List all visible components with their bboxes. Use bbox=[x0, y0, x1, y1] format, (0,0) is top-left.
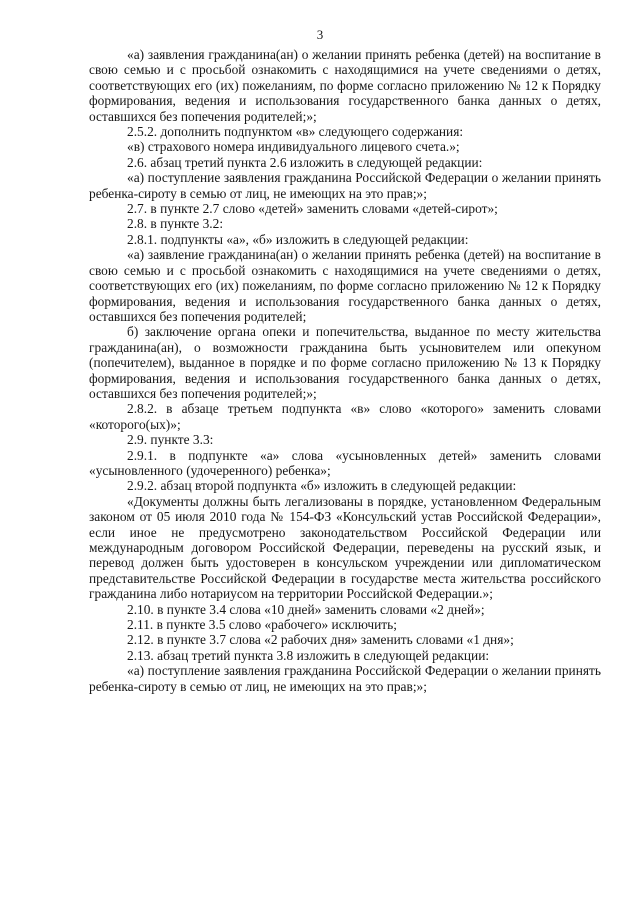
paragraph-2: 2.5.2. дополнить подпунктом «в» следующего содержания: bbox=[127, 124, 464, 140]
paragraph-5: «а) поступление заявления гражданина Российской Федерации о желании принять ребенка-сироту в семью от лиц, не имеющих на это прав;»; bbox=[89, 170, 601, 201]
paragraph-13: 2.9.1. в подпункте «а» слова «усыновленных детей» заменить словами «усыновленного (удочеренного) ребенка»; bbox=[89, 447, 601, 478]
document-body bbox=[89, 47, 601, 694]
paragraph-11: 2.8.2. в абзаце третьем подпункта «в» слово «которого» заменить словами «которого(ых)»; bbox=[89, 401, 601, 432]
paragraph-7: 2.8. в пункте 3.2: bbox=[127, 216, 224, 232]
paragraph-3: «в) страхового номера индивидуального лицевого счета.»; bbox=[127, 139, 460, 155]
paragraph-16: 2.10. в пункте 3.4 слова «10 дней» заменить словами «2 дней»; bbox=[127, 601, 485, 617]
paragraph-14: 2.9.2. абзац второй подпункта «б» изложить в следующей редакции: bbox=[127, 478, 517, 494]
paragraph-17: 2.11. в пункте 3.5 слово «рабочего» исключить; bbox=[127, 617, 397, 633]
paragraph-10: б) заключение органа опеки и попечительства, выданное по месту жительства гражданина(ан), о возможности гражданина быть усыновителем или опекуном (попечителем), выданное в порядке и по форме согласно приложению № 13 к Порядку формирования, ведения и использования государственного банка данных о детях, оставшихся без попечения родителей;»; bbox=[89, 324, 601, 401]
paragraph-4: 2.6. абзац третий пункта 2.6 изложить в следующей редакции: bbox=[127, 154, 483, 170]
paragraph-1: «а) заявления гражданина(ан) о желании принять ребенка (детей) на воспитание в свою семью и с просьбой ознакомить с находящимися на учете сведениями о детях, соответствующих его (их) пожеланиям, по форме согласно приложению № 12 к Порядку формирования, ведения и использования государственного банка данных о детях, оставшихся без попечения родителей;»; bbox=[89, 47, 601, 124]
page-number: 3 bbox=[316, 27, 324, 42]
paragraph-6: 2.7. в пункте 2.7 слово «детей» заменить словами «детей-сирот»; bbox=[127, 201, 498, 217]
paragraph-18: 2.12. в пункте 3.7 слова «2 рабочих дня» заменить словами «1 дня»; bbox=[127, 632, 514, 648]
paragraph-20: «а) поступление заявления гражданина Российской Федерации о желании принять ребенка-сироту в семью от лиц, не имеющих на это прав;»; bbox=[89, 663, 601, 694]
paragraph-19: 2.13. абзац третий пункта 3.8 изложить в следующей редакции: bbox=[127, 647, 490, 663]
paragraph-8: 2.8.1. подпункты «а», «б» изложить в следующей редакции: bbox=[127, 231, 469, 247]
paragraph-15: «Документы должны быть легализованы в порядке, установленном Федеральным законом от 05 июля 2010 года № 154-ФЗ «Консульский устав Российской Федерации», если иное не предусмотрено законодательством Российской Федерации или международным договором Российской Федерации, переведены на русский язык, и перевод должен быть удостоверен в консульском учреждении или дипломатическом представительстве Российской Федерации в государстве места жительства российского гражданина либо нотариусом на территории Российской Федерации.»; bbox=[89, 493, 601, 602]
paragraph-12: 2.9. пункте 3.3: bbox=[127, 432, 214, 448]
paragraph-9: «а) заявление гражданина(ан) о желании принять ребенка (детей) на воспитание в свою семью и с просьбой ознакомить с находящимися на учете сведениями о детях, соответствующих его (их) пожеланиям, по форме согласно приложению № 12 к Порядку формирования, ведения и использования государственного банка данных о детях, оставшихся без попечения родителей; bbox=[89, 247, 601, 324]
